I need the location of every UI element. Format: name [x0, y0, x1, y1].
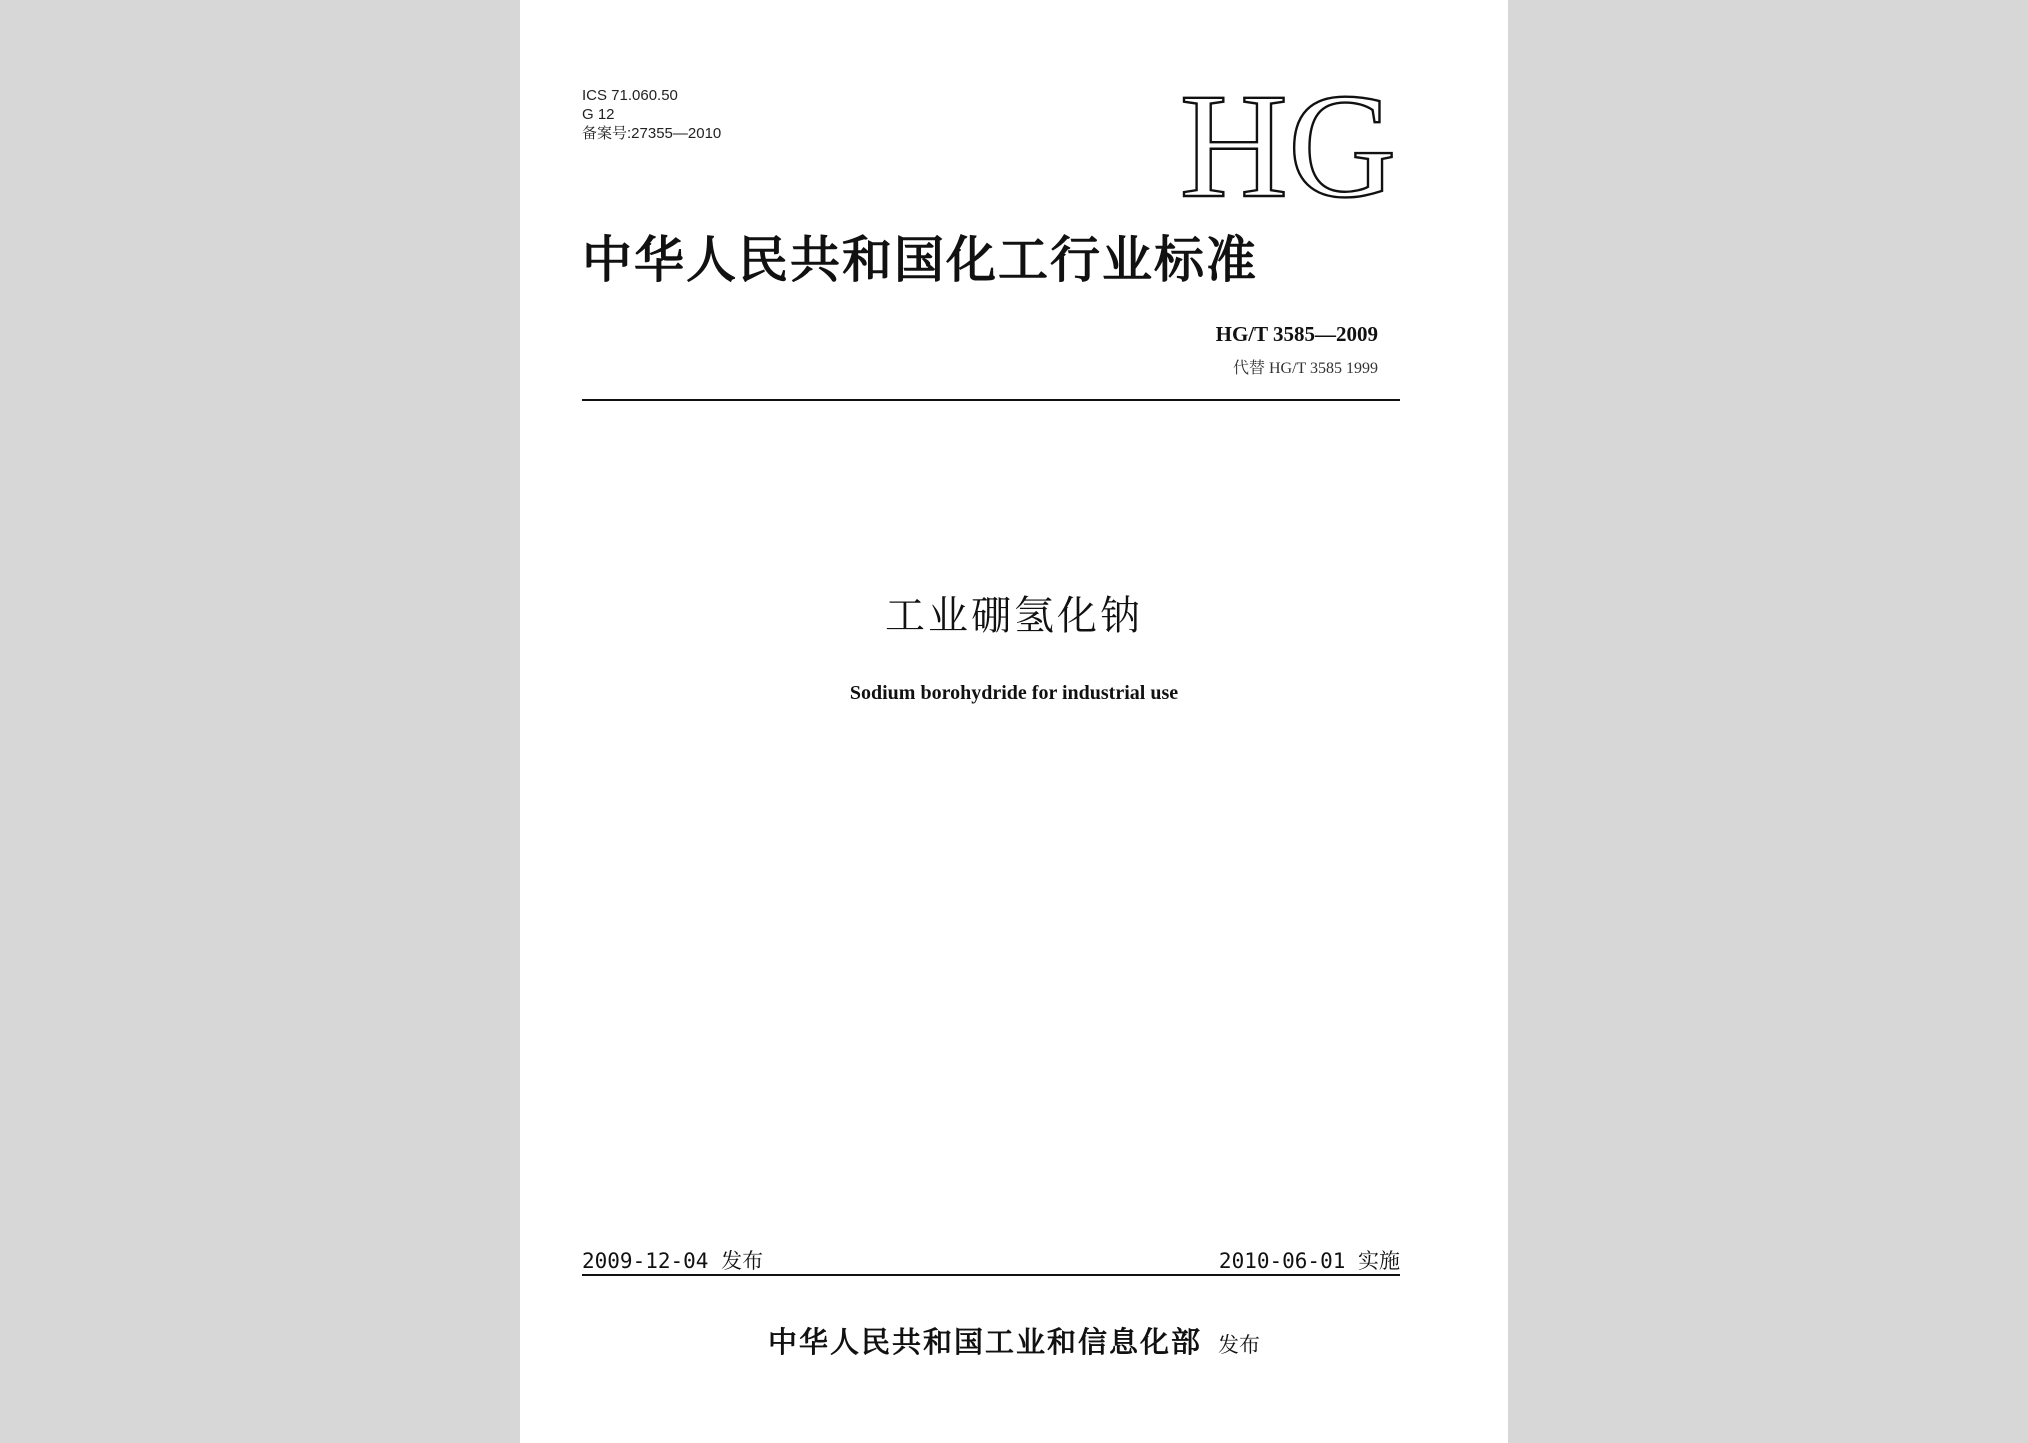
standard-number: HG/T 3585—2009 [1215, 322, 1378, 346]
issue-date: 2009-12-04 发布 [582, 1249, 764, 1273]
document-page [520, 0, 1508, 1443]
issuer-suffix: 发布 [1218, 1333, 1260, 1357]
document-title-english: Sodium borohydride for industrial use [849, 682, 1179, 704]
document-meta [582, 86, 721, 143]
hg-logo [1158, 78, 1418, 218]
issuer-line [520, 1320, 1508, 1361]
record-number: 备案号:27355—2010 [582, 125, 722, 142]
hg-logo-text: HG [1179, 78, 1397, 218]
standard-category-title: 中华人民共和国化工行业标准 [582, 230, 1258, 289]
implementation-date: 2010-06-01 实施 [1218, 1249, 1400, 1273]
issuer-name: 中华人民共和国工业和信息化部 [767, 1325, 1202, 1359]
replaces-standard: 代替 HG/T 3585 1999 [1232, 360, 1378, 377]
footer-divider [582, 1274, 1400, 1276]
classification-code: G 12 [582, 106, 615, 123]
header-divider [582, 399, 1400, 401]
document-title-chinese: 工业硼氢化钠 [885, 593, 1143, 639]
ics-code: ICS 71.060.50 [582, 87, 678, 104]
